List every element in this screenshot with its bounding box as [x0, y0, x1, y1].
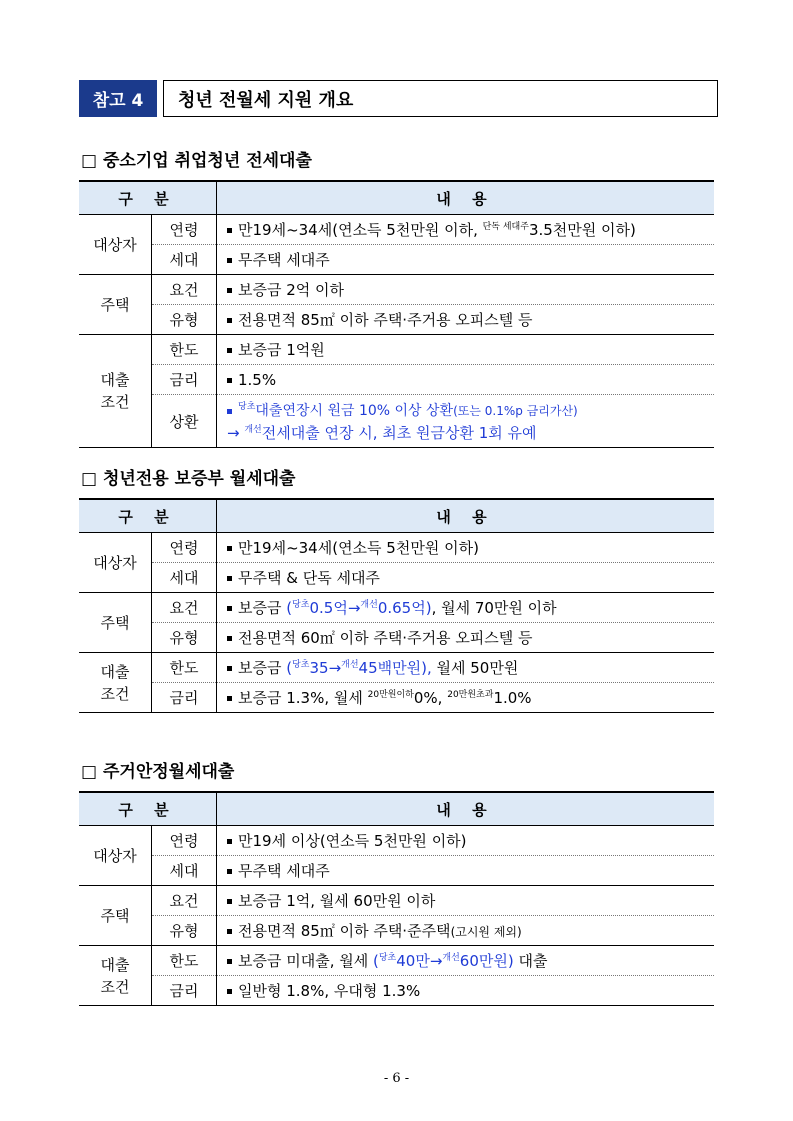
page-title: 청년 전월세 지원 개요 [163, 80, 718, 117]
row-label: 연령 [152, 215, 217, 245]
table-row [79, 215, 714, 245]
section-title-1: □ 중소기업 취업청년 전세대출 [81, 151, 312, 171]
table-row [79, 623, 714, 653]
row-label: 상환 [152, 395, 217, 448]
table-row [79, 275, 714, 305]
row-value: 보증금 1억, 월세 60만원 이하 [217, 886, 715, 916]
row-label: 세대 [152, 563, 217, 593]
row-label: 유형 [152, 623, 217, 653]
row-label: 유형 [152, 916, 217, 946]
row-label: 요건 [152, 886, 217, 916]
row-value: 일반형 1.8%, 우대형 1.3% [217, 976, 715, 1006]
row-value: 보증금 ($^{당초}$0.5억→$^{개선}$0.65억), 월세 70만원 이하 [217, 593, 715, 623]
table-row [79, 533, 714, 563]
table-row [79, 916, 714, 946]
group-label: 대출 조건 [79, 653, 152, 713]
table-row [79, 395, 714, 448]
row-label: 요건 [152, 275, 217, 305]
row-label: 유형 [152, 305, 217, 335]
row-value: 보증금 1.3%, 월세 $^{20만원이하}$0%, $^{20만원초과}$1.0% [217, 683, 715, 713]
row-label: 금리 [152, 683, 217, 713]
table-row [79, 976, 714, 1006]
row-label: 한도 [152, 335, 217, 365]
table-row [79, 305, 714, 335]
table-row [79, 563, 714, 593]
section-title-2: □ 청년전용 보증부 월세대출 [81, 469, 296, 489]
group-label: 대출 조건 [79, 946, 152, 1006]
row-value: 보증금 1억원 [217, 335, 715, 365]
group-label: 대상자 [79, 826, 152, 886]
row-value: 무주택 세대주 [217, 856, 715, 886]
col-header-category: 구 분 [79, 181, 217, 215]
row-value: 무주택 & 단독 세대주 [217, 563, 715, 593]
row-label: 요건 [152, 593, 217, 623]
table-section-1 [79, 180, 714, 448]
row-label: 세대 [152, 245, 217, 275]
section-title-3: □ 주거안정월세대출 [81, 762, 235, 782]
group-label: 대상자 [79, 533, 152, 593]
row-value: 1.5% [217, 365, 715, 395]
table-row [79, 245, 714, 275]
row-value: 만19세 이상(연소득 5천만원 이하) [217, 826, 715, 856]
col-header-category: 구 분 [79, 499, 217, 533]
row-label: 금리 [152, 976, 217, 1006]
row-value: $^{당초}$대출연장시 원금 10% 이상 상환(또는 0.1%p 금리가산) → $^{개선}$전세대출 연장 시, 최초 원금상환 1회 유예 [217, 395, 715, 448]
col-header-content: 내 용 [217, 181, 715, 215]
group-label: 주택 [79, 275, 152, 335]
table-row [79, 365, 714, 395]
page-header [79, 80, 718, 117]
table-row [79, 826, 714, 856]
table-row [79, 946, 714, 976]
row-value: 보증금 2억 이하 [217, 275, 715, 305]
row-label: 연령 [152, 826, 217, 856]
col-header-content: 내 용 [217, 792, 715, 826]
group-label: 주택 [79, 886, 152, 946]
row-value: 만19세~34세(연소득 5천만원 이하, $^{단독 세대주}$3.5천만원 이하) [217, 215, 715, 245]
row-label: 세대 [152, 856, 217, 886]
row-value: 무주택 세대주 [217, 245, 715, 275]
row-value: 전용면적 85㎡ 이하 주택·준주택(고시원 제외) [217, 916, 715, 946]
row-value: 보증금 ($^{당초}$35→$^{개선}$45백만원), 월세 50만원 [217, 653, 715, 683]
row-value: 전용면적 60㎡ 이하 주택·주거용 오피스텔 등 [217, 623, 715, 653]
reference-badge: 참고 4 [79, 80, 157, 117]
col-header-category: 구 분 [79, 792, 217, 826]
table-row [79, 856, 714, 886]
page-number: - 6 - [383, 1071, 410, 1086]
group-label: 주택 [79, 593, 152, 653]
table-row [79, 683, 714, 713]
col-header-content: 내 용 [217, 499, 715, 533]
table-row [79, 653, 714, 683]
table-row [79, 593, 714, 623]
row-label: 연령 [152, 533, 217, 563]
row-value: 만19세~34세(연소득 5천만원 이하) [217, 533, 715, 563]
row-value: 보증금 미대출, 월세 ($^{당초}$40만→$^{개선}$60만원) 대출 [217, 946, 715, 976]
table-row [79, 335, 714, 365]
row-label: 한도 [152, 653, 217, 683]
group-label: 대출 조건 [79, 335, 152, 448]
row-value: 전용면적 85㎡ 이하 주택·주거용 오피스텔 등 [217, 305, 715, 335]
row-label: 한도 [152, 946, 217, 976]
table-row [79, 886, 714, 916]
row-label: 금리 [152, 365, 217, 395]
table-section-2 [79, 498, 714, 713]
group-label: 대상자 [79, 215, 152, 275]
table-section-3 [79, 791, 714, 1006]
